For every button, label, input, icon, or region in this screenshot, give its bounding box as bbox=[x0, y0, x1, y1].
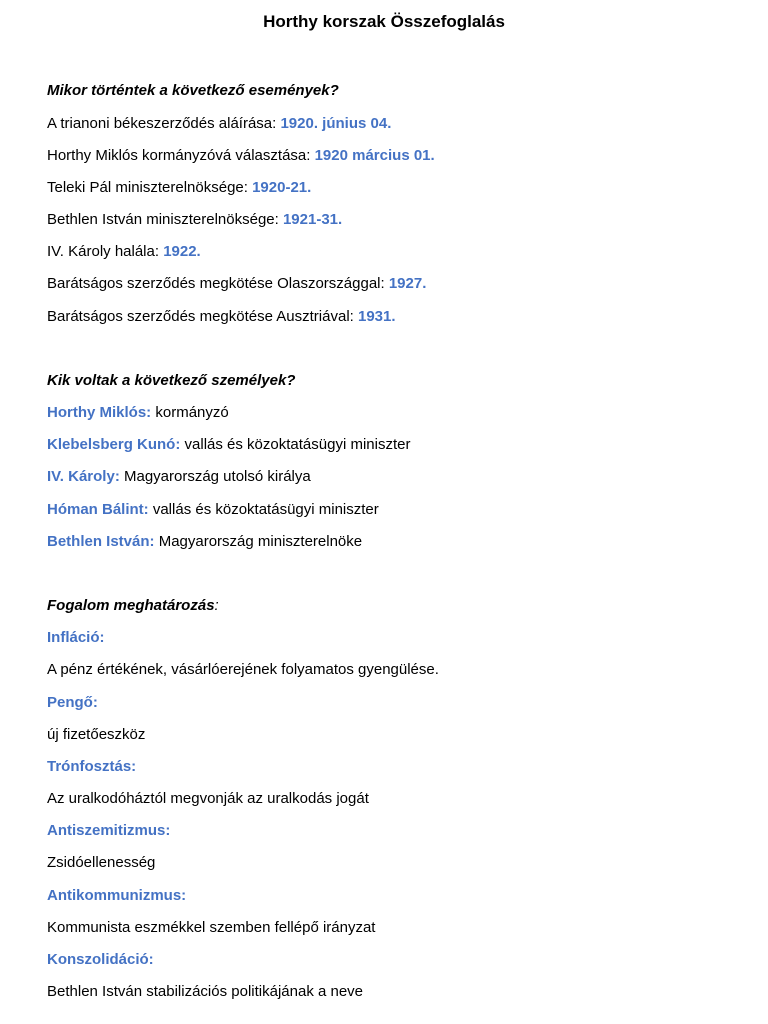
person-desc: kormányzó bbox=[151, 404, 229, 421]
event-label: Barátságos szerződés megkötése Ausztriával: bbox=[47, 308, 358, 325]
event-label: Teleki Pál miniszterelnöksége: bbox=[47, 179, 253, 196]
person-item bbox=[47, 402, 229, 424]
event-date: 1931. bbox=[358, 308, 396, 325]
person-item bbox=[47, 531, 362, 553]
term-definition: Zsidóellenesség bbox=[47, 854, 156, 871]
event-item bbox=[47, 273, 426, 295]
person-desc: Magyarország miniszterelnöke bbox=[154, 533, 363, 550]
event-label: Horthy Miklós kormányzóvá választása: bbox=[47, 147, 315, 164]
event-item bbox=[47, 241, 201, 263]
person-name: Klebelsberg Kunó: bbox=[47, 436, 181, 453]
event-date: 1922. bbox=[163, 243, 201, 260]
event-date: 1920-21. bbox=[252, 179, 312, 196]
person-item bbox=[47, 466, 311, 488]
person-desc: vallás és közoktatásügyi miniszter bbox=[148, 501, 379, 518]
event-item bbox=[47, 306, 396, 328]
term-definition: A pénz értékének, vásárlóerejének folyamatos gyengülése. bbox=[47, 661, 439, 678]
events-heading: Mikor történtek a következő események? bbox=[47, 82, 339, 99]
term-definition: Bethlen István stabilizációs politikájának a neve bbox=[47, 983, 364, 1000]
term-name: Antiszemitizmus: bbox=[47, 822, 171, 839]
event-item bbox=[47, 113, 391, 135]
people-heading: Kik voltak a következő személyek? bbox=[47, 372, 296, 389]
term-name: Konszolidáció: bbox=[47, 951, 154, 968]
event-date: 1920. június 04. bbox=[280, 115, 392, 132]
person-item bbox=[47, 434, 410, 456]
person-desc: Magyarország utolsó királya bbox=[119, 468, 311, 485]
event-label: A trianoni békeszerződés aláírása: bbox=[47, 115, 281, 132]
person-name: Hóman Bálint: bbox=[47, 501, 149, 518]
term-name: Pengő: bbox=[47, 694, 98, 711]
term-definition: Az uralkodóháztól megvonják az uralkodás jogát bbox=[47, 790, 369, 807]
person-name: Bethlen István: bbox=[47, 533, 155, 550]
terms-heading-text: Fogalom meghatározás bbox=[47, 597, 215, 614]
event-label: Barátságos szerződés megkötése Olaszországgal: bbox=[47, 275, 389, 292]
person-name: IV. Károly: bbox=[47, 468, 120, 485]
person-name: Horthy Miklós: bbox=[47, 404, 152, 421]
page-title: Horthy korszak Összefoglalás bbox=[263, 12, 505, 31]
term-name: Antikommunizmus: bbox=[47, 887, 187, 904]
event-date: 1927. bbox=[388, 275, 427, 292]
term-name: Infláció: bbox=[47, 629, 105, 646]
terms-heading bbox=[47, 595, 219, 617]
terms-heading-colon: : bbox=[214, 597, 219, 614]
person-item bbox=[47, 499, 379, 521]
event-date: 1920 március 01. bbox=[314, 147, 435, 164]
event-date: 1921-31. bbox=[282, 211, 343, 228]
event-item bbox=[47, 145, 435, 167]
term-definition: Kommunista eszmékkel szemben fellépő irányzat bbox=[47, 919, 376, 936]
event-item bbox=[47, 177, 311, 199]
person-desc: vallás és közoktatásügyi miniszter bbox=[180, 436, 411, 453]
event-label: Bethlen István miniszterelnöksége: bbox=[47, 211, 283, 228]
event-label: IV. Károly halála: bbox=[47, 243, 164, 260]
event-item bbox=[47, 209, 342, 231]
term-definition: új fizetőeszköz bbox=[47, 726, 146, 743]
term-name: Trónfosztás: bbox=[47, 758, 137, 775]
